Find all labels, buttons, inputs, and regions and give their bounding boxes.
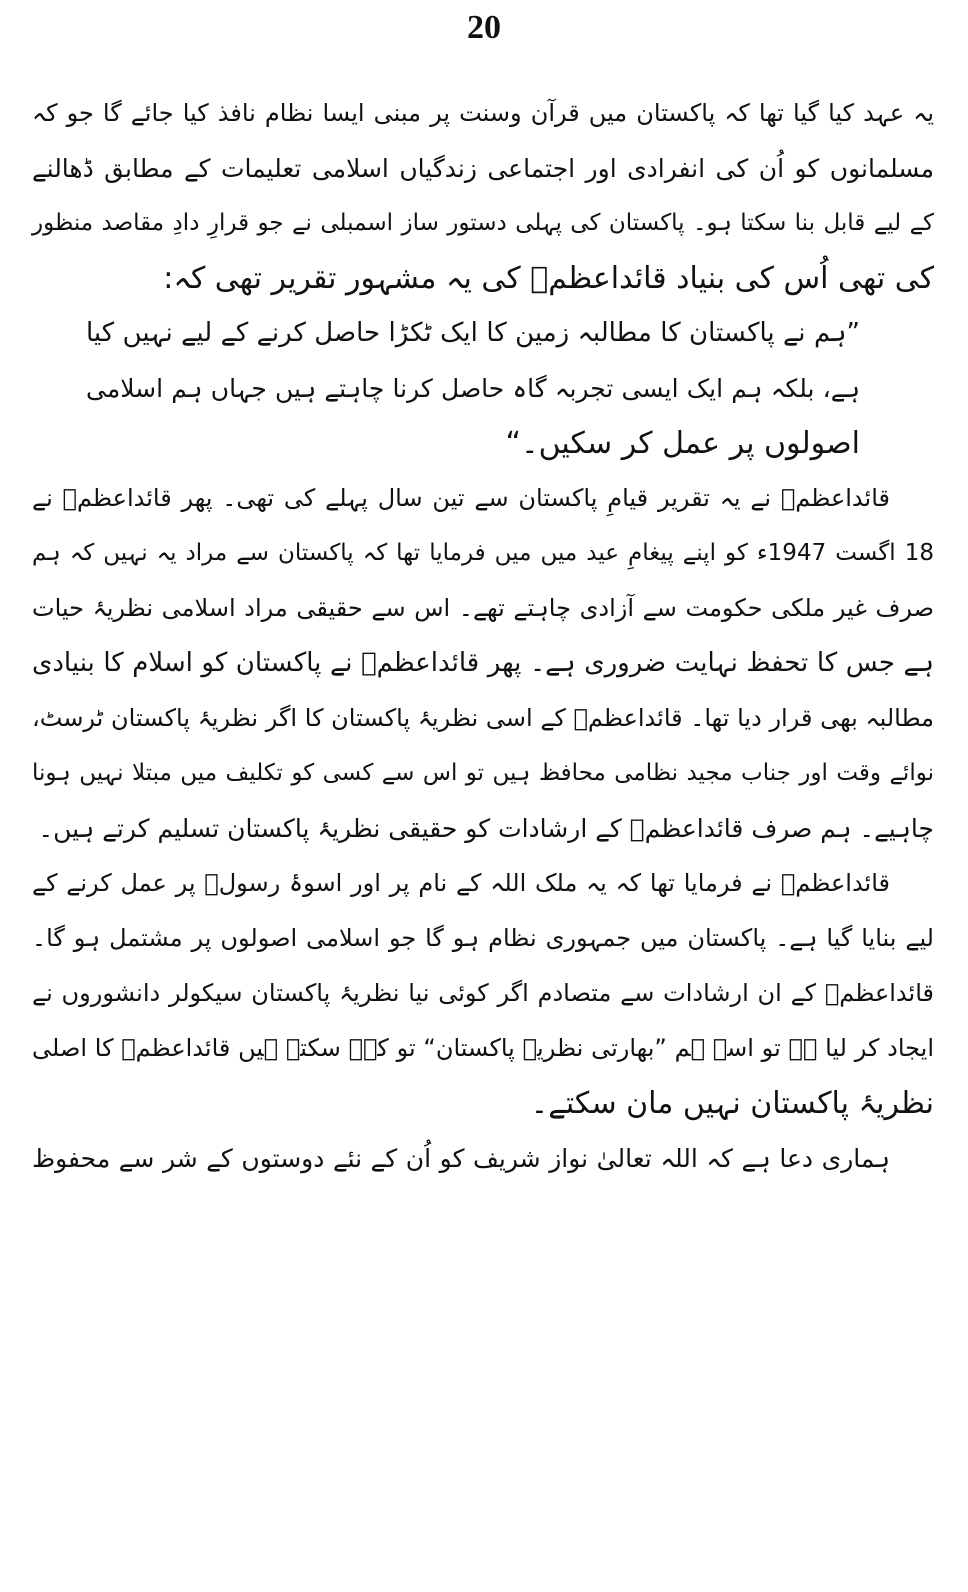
text-line: قائداعظمؒ نے فرمایا تھا کہ یہ ملک اللہ کے نام پر اور اسوۂ رسولؐ پر عمل کرنے کے (32, 869, 890, 897)
text-line: ایجاد کر لیا ہے تو اسے ہم ”بھارتی نظریۂ پاکستان“ تو کہہ سکتے ہیں قائداعظمؒ کا اصلی (32, 1034, 934, 1062)
text-line: صرف غیر ملکی حکومت سے آزادی چاہتے تھے۔ اس سے حقیقی مراد اسلامی نظریۂ حیات (32, 594, 934, 622)
text-line: کے لیے قابل بنا سکتا ہو۔ پاکستان کی پہلی دستور ساز اسمبلی نے جو قرارِ دادِ مقاصد منظور (32, 210, 934, 236)
text-line: مسلمانوں کو اُن کی انفرادی اور اجتماعی زندگیاں اسلامی تعلیمات کے مطابق ڈھالنے (32, 154, 934, 183)
quote-line: ”ہم نے پاکستان کا مطالبہ زمین کا ایک ٹکڑا حاصل کرنے کے لیے نہیں کیا (86, 318, 860, 348)
quote-line: ہے، بلکہ ہم ایک ایسی تجربہ گاہ حاصل کرنا چاہتے ہیں جہاں ہم اسلامی (86, 374, 860, 403)
text-line: یہ عہد کیا گیا تھا کہ پاکستان میں قرآن وسنت پر مبنی ایسا نظام نافذ کیا جائے گا جو کہ (32, 99, 934, 127)
text-line: 18 اگست 1947ء کو اپنے پیغامِ عید میں میں فرمایا تھا کہ پاکستان سے مراد یہ نہیں کہ ہم (32, 540, 935, 566)
text-line: قائداعظمؒ کے ان ارشادات سے متصادم اگر کوئی نیا نظریۂ پاکستان سیکولر دانشوروں نے (32, 979, 934, 1007)
text-line: لیے بنایا گیا ہے۔ پاکستان میں جمہوری نظام ہو گا جو اسلامی اصولوں پر مشتمل ہو گا۔ (32, 924, 934, 952)
text-line: ہماری دعا ہے کہ اللہ تعالیٰ نواز شریف کو اُن کے نئے دوستوں کے شر سے محفوظ (32, 1144, 890, 1173)
page-number: 20 (467, 9, 501, 46)
text-line: کی تھی اُس کی بنیاد قائداعظمؒ کی یہ مشہور تقریر تھی کہ: (163, 261, 934, 296)
text-line: ہے جس کا تحفظ نہایت ضروری ہے۔ پھر قائداعظمؒ نے پاکستان کو اسلام کا بنیادی (32, 648, 934, 678)
text-line: چاہیے۔ ہم صرف قائداعظمؒ کے ارشادات کو حقیقی نظریۂ پاکستان تسلیم کرتے ہیں۔ (38, 814, 934, 843)
quote-line: اصولوں پر عمل کر سکیں۔“ (505, 426, 860, 461)
text-line: مطالبہ بھی قرار دیا تھا۔ قائداعظمؒ کے اسی نظریۂ پاکستان کا اگر نظریۂ پاکستان ٹرسٹ، (32, 704, 934, 732)
body-text (26, 86, 940, 1186)
text-line: قائداعظمؒ نے یہ تقریر قیامِ پاکستان سے تین سال پہلے کی تھی۔ پھر قائداعظمؒ نے (32, 484, 890, 512)
text-line: نظریۂ پاکستان نہیں مان سکتے۔ (530, 1086, 934, 1121)
text-line: نوائے وقت اور جناب مجید نظامی محافظ ہیں تو اس سے کسی کو تکلیف میں مبتلا نہیں ہونا (32, 760, 934, 786)
